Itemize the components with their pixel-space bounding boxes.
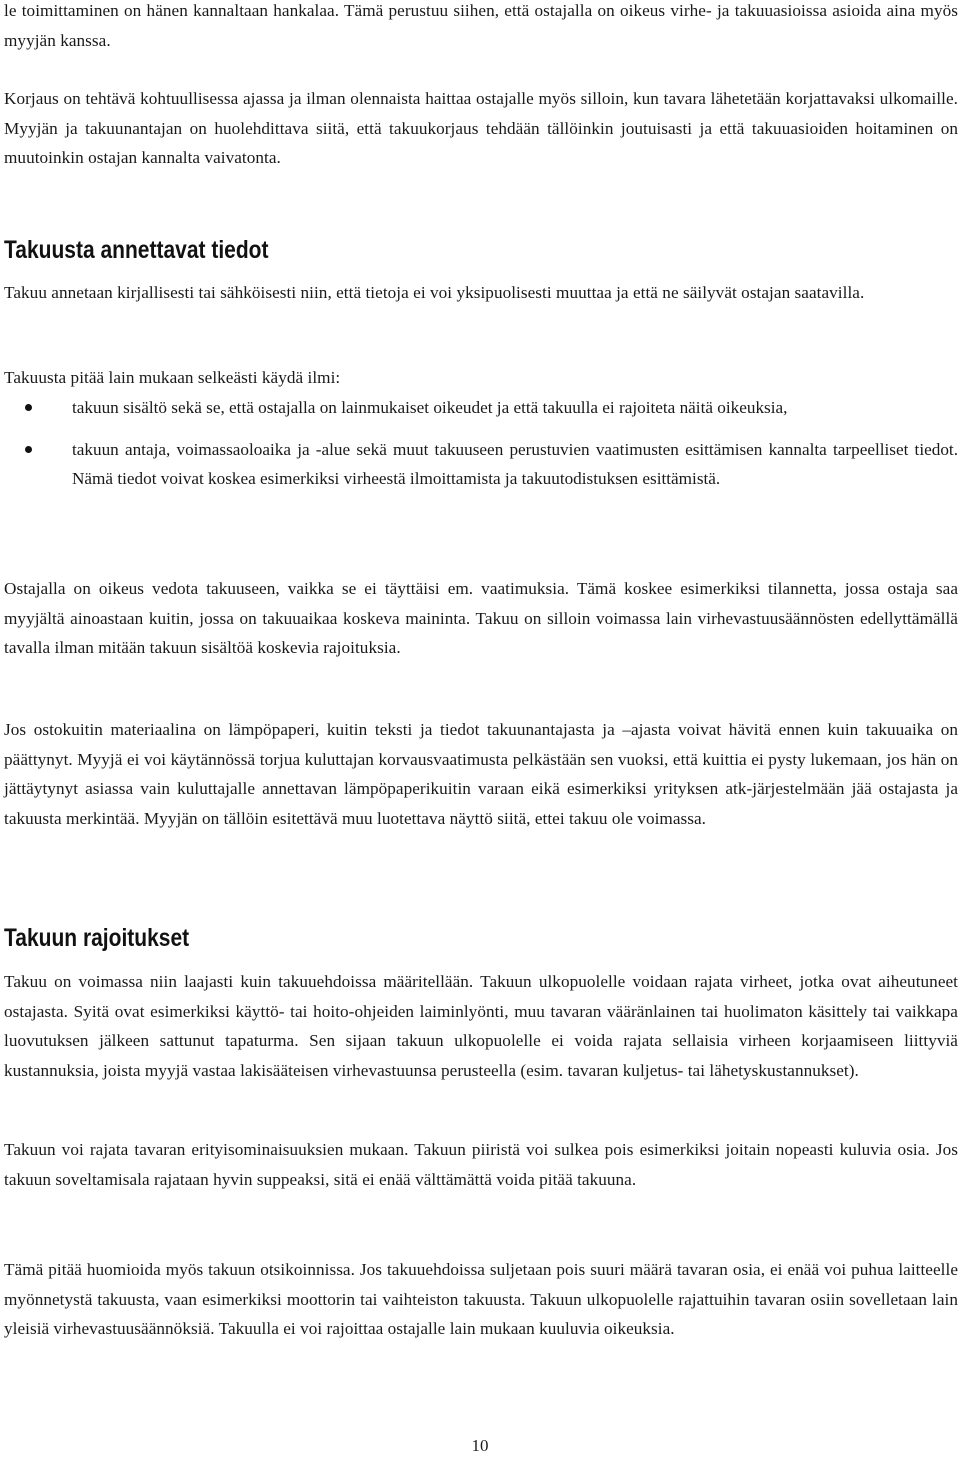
body-paragraph: Takuu annetaan kirjallisesti tai sähköisesti niin, että tietoja ei voi yksipuolisesti muuttaa ja että ne säilyvät ostajan saatavilla. — [4, 283, 865, 302]
body-paragraph: Takuu on voimassa niin laajasti kuin takuuehdoissa määritellään. Takuun ulkopuolelle voidaan rajata virheet, jotka ovat aiheutuneet ostajasta. Syitä ovat esimerkiksi käyttö- tai hoito-ohjeiden laiminlyönti, muu tavaran vääränlainen tai huolimaton käsittely tai vaikkapa luovutuksen jälkeen sattunut tapaturma. Sen sijaan takuun ulkopuolelle ei voida rajata sellaisia virheen korjaamiseen liittyviä kustannuksia, joista myyjä vastaa lakisääteisen virhevastuunsa perusteella (esim. tavaran kuljetus- tai lähetyskustannukset). — [4, 972, 958, 1080]
requirements-list — [0, 393, 958, 506]
list-item — [0, 393, 958, 423]
body-paragraph: Korjaus on tehtävä kohtuullisessa ajassa ja ilman olennaista haittaa ostajalle myös silloin, kun tavara lähetetään korjattavaksi ulkomaille. Myyjän ja takuunantajan on huolehdittava siitä, että takuukorjaus tehdään tällöinkin joutuisasti ja että takuuasioiden hoitaminen on muutoinkin ostajan kannalta vaivatonta. — [4, 89, 958, 168]
list-item — [0, 435, 958, 494]
section-heading: Takuun rajoitukset — [4, 924, 190, 952]
body-paragraph: Tämä pitää huomioida myös takuun otsikoinnissa. Jos takuuehdoissa suljetaan pois suuri määrä tavaran osia, ei enää voi puhua laitteelle myönnetystä takuusta, vaan esimerkiksi moottorin tai vaihteiston takuusta. Takuun ulkopuolelle rajattuihin tavaran osiin sovelletaan lain yleisiä virhevastuusäännöksiä. Takuulla ei voi rajoittaa ostajalle lain mukaan kuuluvia oikeuksia. — [4, 1260, 958, 1339]
body-paragraph: Ostajalla on oikeus vedota takuuseen, vaikka se ei täyttäisi em. vaatimuksia. Tämä koskee esimerkiksi tilannetta, jossa ostaja saa myyjältä ainoastaan kuitin, jossa on takuuaikaa koskeva maininta. Takuu on silloin voimassa lain virhevastuusäännösten edellyttämällä tavalla ilman mitään takuun sisältöä koskevia rajoituksia. — [4, 579, 958, 658]
bullet-icon — [25, 404, 32, 411]
section-heading: Takuusta annettavat tiedot — [4, 236, 269, 264]
page-number: 10 — [471, 1436, 489, 1455]
body-paragraph: Takuun voi rajata tavaran erityisominaisuuksien mukaan. Takuun piiristä voi sulkea pois esimerkiksi joitain nopeasti kuluvia osia. Jos takuun soveltamisala rajataan hyvin suppeaksi, sitä ei enää välttämättä voida pitää takuuna. — [4, 1140, 958, 1189]
body-paragraph: le toimittaminen on hänen kannaltaan hankalaa. Tämä perustuu siihen, että ostajalla on oikeus virhe- ja takuuasioissa asioida aina myös myyjän kanssa. — [4, 1, 958, 50]
list-item-text: takuun antaja, voimassaoloaika ja -alue sekä muut takuuseen perustuvien vaatimusten esittämisen kannalta tarpeelliset tiedot. Nämä tiedot voivat koskea esimerkiksi virheestä ilmoittamista ja takuutodistuksen esittämistä. — [72, 439, 958, 489]
list-item-text: takuun sisältö sekä se, että ostajalla on lainmukaiset oikeudet ja että takuulla ei rajoiteta näitä oikeuksia, — [72, 398, 788, 417]
body-paragraph: Takuusta pitää lain mukaan selkeästi käydä ilmi: — [4, 368, 341, 387]
body-paragraph: Jos ostokuitin materiaalina on lämpöpaperi, kuitin teksti ja tiedot takuunantajasta ja –ajasta voivat hävitä ennen kuin takuuaika on päättynyt. Myyjä ei voi käytännössä torjua kuluttajan korvausvaatimusta pelkästään sen vuoksi, että kuittia ei pysty lukemaan, jos hän on jättäytynyt asiassa vain kuluttajalle annettavan lämpöpaperikuitin varaan eikä esimerkiksi yrityksen atk-järjestelmään jää ostajasta ja takuusta merkintää. Myyjän on tällöin esitettävä muu luotettava näyttö siitä, ettei takuu ole voimassa. — [4, 720, 958, 828]
bullet-icon — [25, 446, 32, 453]
